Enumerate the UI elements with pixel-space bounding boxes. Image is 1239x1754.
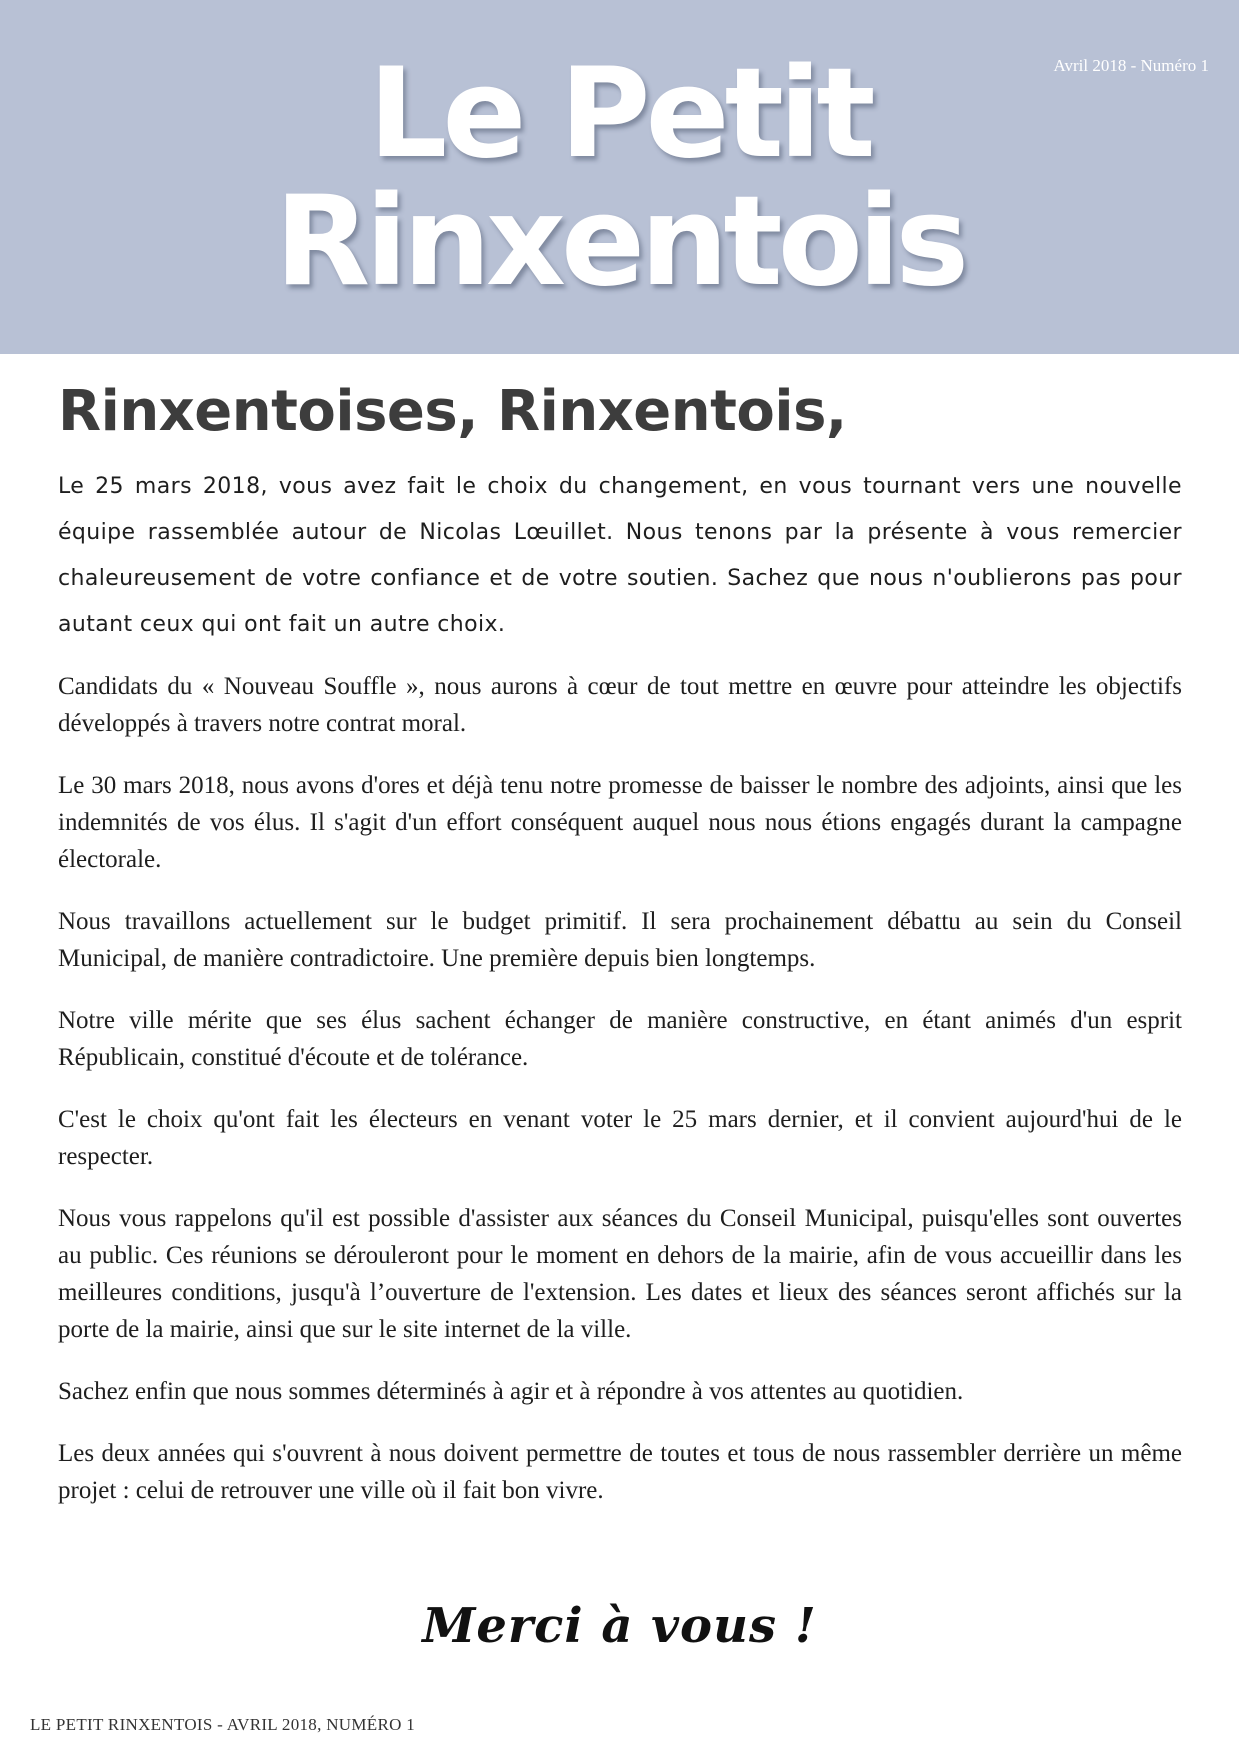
article-paragraph: Le 30 mars 2018, nous avons d'ores et déjà tenu notre promesse de baisser le nombre des adjoints, ainsi que les indemnités de vos élus. Il s'agit d'un effort conséquent auquel nous nous étions engagés durant la campagne électorale. <box>58 772 1182 874</box>
article-paragraph: Sachez enfin que nous sommes déterminés à agir et à répondre à vos attentes au quotidien. <box>58 1378 964 1406</box>
article-paragraph: Candidats du « Nouveau Souffle », nous aurons à cœur de tout mettre en œuvre pour atteindre les objectifs développés à travers notre contrat moral. <box>58 673 1182 738</box>
newsletter-title-line2: Rinxentois <box>274 170 965 314</box>
article-body <box>58 380 1182 1534</box>
article-paragraph: Notre ville mérite que ses élus sachent échanger de manière constructive, en étant animés d'un esprit Républicain, constitué d'écoute et de tolérance. <box>58 1007 1182 1072</box>
article-paragraph: Les deux années qui s'ouvrent à nous doivent permettre de toutes et tous de nous rassembler derrière un même projet : celui de retrouver une ville où il fait bon vivre. <box>58 1440 1182 1505</box>
article-greeting: Rinxentoises, Rinxentois, <box>58 379 847 444</box>
page-footer: LE PETIT RINXENTOIS - AVRIL 2018, NUMÉRO 1 <box>30 1715 416 1734</box>
closing-signature: Merci à vous ! <box>422 1598 817 1654</box>
article-paragraphs <box>58 668 1182 1509</box>
article-paragraph: Nous travaillons actuellement sur le budget primitif. Il sera prochainement débattu au sein du Conseil Municipal, de manière contradictoire. Une première depuis bien longtemps. <box>58 908 1182 973</box>
article-paragraph: Nous vous rappelons qu'il est possible d'assister aux séances du Conseil Municipal, puisqu'elles sont ouvertes au public. Ces réunions se dérouleront pour le moment en dehors de la mairie, afin de vous accueillir dans les meilleures conditions, jusqu'à l’ouverture de l'extension. Les dates et lieux des séances seront affichés sur la porte de la mairie, ainsi que sur le site internet de la ville. <box>58 1205 1182 1344</box>
masthead <box>0 0 1239 354</box>
issue-label: Avril 2018 - Numéro 1 <box>1053 56 1209 75</box>
article-paragraph: C'est le choix qu'ont fait les électeurs en venant voter le 25 mars dernier, et il convient aujourd'hui de le respecter. <box>58 1106 1182 1171</box>
article-intro: Le 25 mars 2018, vous avez fait le choix du changement, en vous tournant vers une nouvelle équipe rassemblée autour de Nicolas Lœuillet. Nous tenons par la présente à vous remercier chaleureusement de votre confiance et de votre soutien. Sachez que nous n'oublierons pas pour autant ceux qui ont fait un autre choix. <box>58 474 1182 638</box>
newsletter-title-line1: Le Petit <box>368 42 871 186</box>
